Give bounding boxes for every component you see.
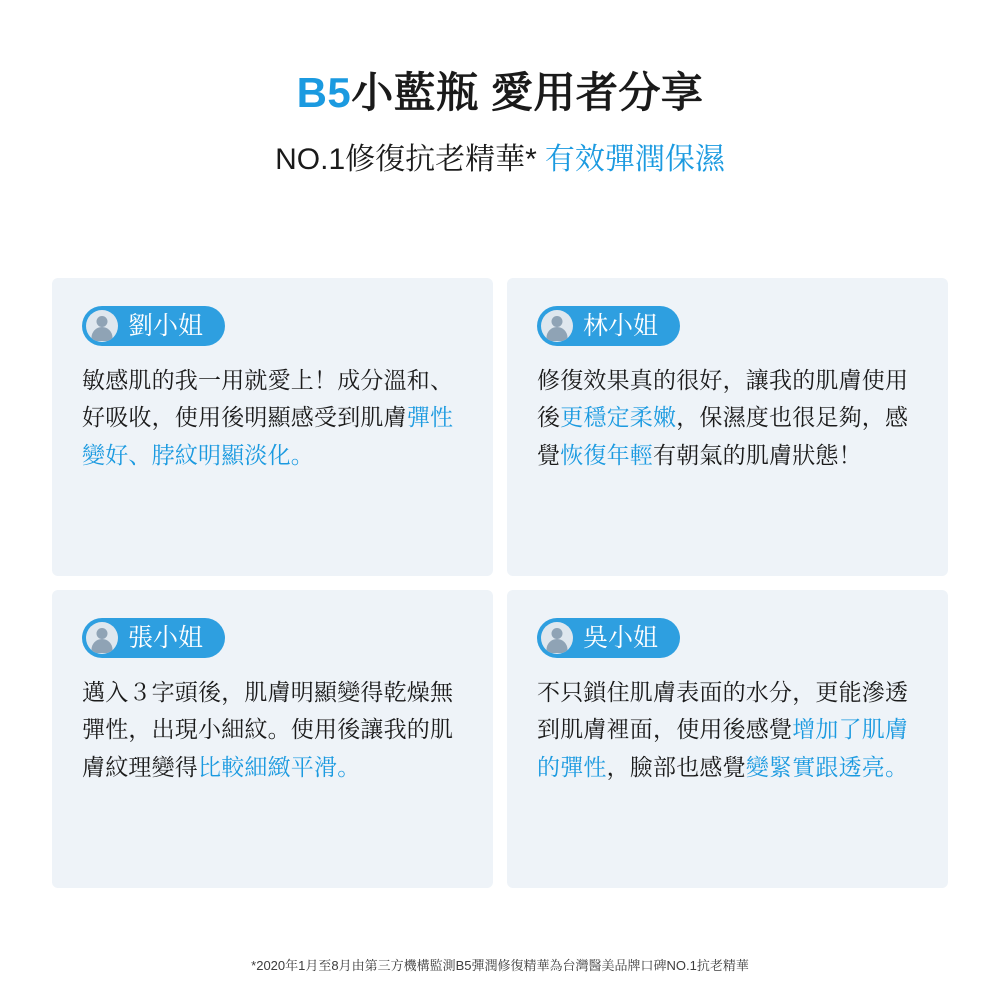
testimonial-segment: 有朝氣的肌膚狀態！ bbox=[653, 441, 862, 468]
title-text: 小藍瓶 愛用者分享 bbox=[351, 69, 704, 116]
testimonial-text bbox=[82, 362, 463, 474]
testimonial-segment-highlight: 比較細緻平滑。 bbox=[198, 753, 361, 780]
testimonial-card bbox=[507, 590, 948, 888]
testimonial-segment-highlight: 恢復年輕 bbox=[560, 441, 654, 468]
user-avatar-icon bbox=[541, 310, 573, 342]
user-avatar-icon bbox=[86, 310, 118, 342]
reviewer-badge bbox=[82, 618, 225, 658]
header bbox=[0, 0, 1000, 178]
testimonial-card bbox=[507, 278, 948, 576]
reviewer-badge bbox=[82, 306, 225, 346]
testimonial-text bbox=[537, 674, 918, 786]
testimonial-card bbox=[52, 278, 493, 576]
testimonial-header bbox=[537, 618, 918, 658]
footnote: *2020年1月至8月由第三方機構監測B5彈潤修復精華為台灣醫美品牌口碑NO.1抗老精華 bbox=[251, 958, 749, 973]
testimonial-segment-highlight: 增加了肌膚的彈性 bbox=[537, 716, 909, 780]
reviewer-name: 張小姐 bbox=[128, 623, 204, 652]
testimonial-segment: 修復效果真的很好，讓我的肌膚使用後 bbox=[537, 367, 909, 431]
title-brand-highlight: B5 bbox=[296, 69, 352, 116]
testimonial-card bbox=[52, 590, 493, 888]
subtitle-benefit: 有效彈潤保濕 bbox=[544, 143, 725, 177]
testimonial-text bbox=[537, 362, 918, 474]
testimonial-header bbox=[82, 618, 463, 658]
page-subtitle bbox=[0, 142, 1000, 178]
page-title bbox=[0, 68, 1000, 118]
testimonial-segment: 不只鎖住肌膚表面的水分，更能滲透到肌膚裡面，使用後感覺 bbox=[537, 679, 909, 743]
testimonial-text bbox=[82, 674, 463, 786]
reviewer-badge bbox=[537, 306, 680, 346]
reviewer-badge bbox=[537, 618, 680, 658]
testimonial-segment: ，保濕度也很足夠，感覺 bbox=[537, 404, 909, 468]
testimonial-segment-highlight: 更穩定柔嫩 bbox=[560, 404, 677, 431]
testimonial-segment-highlight: 變緊實跟透亮。 bbox=[745, 753, 909, 780]
testimonial-segment: 敏感肌的我一用就愛上！成分溫和、好吸收，使用後明顯感受到肌膚 bbox=[82, 367, 454, 431]
reviewer-name: 劉小姐 bbox=[128, 311, 204, 340]
subtitle-claim: NO.1修復抗老精華* bbox=[275, 143, 537, 177]
testimonial-segment: ，臉部也感覺 bbox=[606, 753, 746, 780]
testimonial-header bbox=[537, 306, 918, 346]
reviewer-name: 林小姐 bbox=[583, 311, 659, 340]
testimonial-segment: 邁入３字頭後，肌膚明顯變得乾燥無彈性，出現小細紋。使用後讓我的肌膚紋理變得 bbox=[82, 679, 454, 780]
user-avatar-icon bbox=[541, 622, 573, 654]
testimonial-grid bbox=[52, 278, 948, 888]
reviewer-name: 吳小姐 bbox=[583, 623, 659, 652]
user-avatar-icon bbox=[86, 622, 118, 654]
testimonial-header bbox=[82, 306, 463, 346]
testimonial-segment-highlight: 彈性變好、脖紋明顯淡化。 bbox=[82, 404, 454, 468]
